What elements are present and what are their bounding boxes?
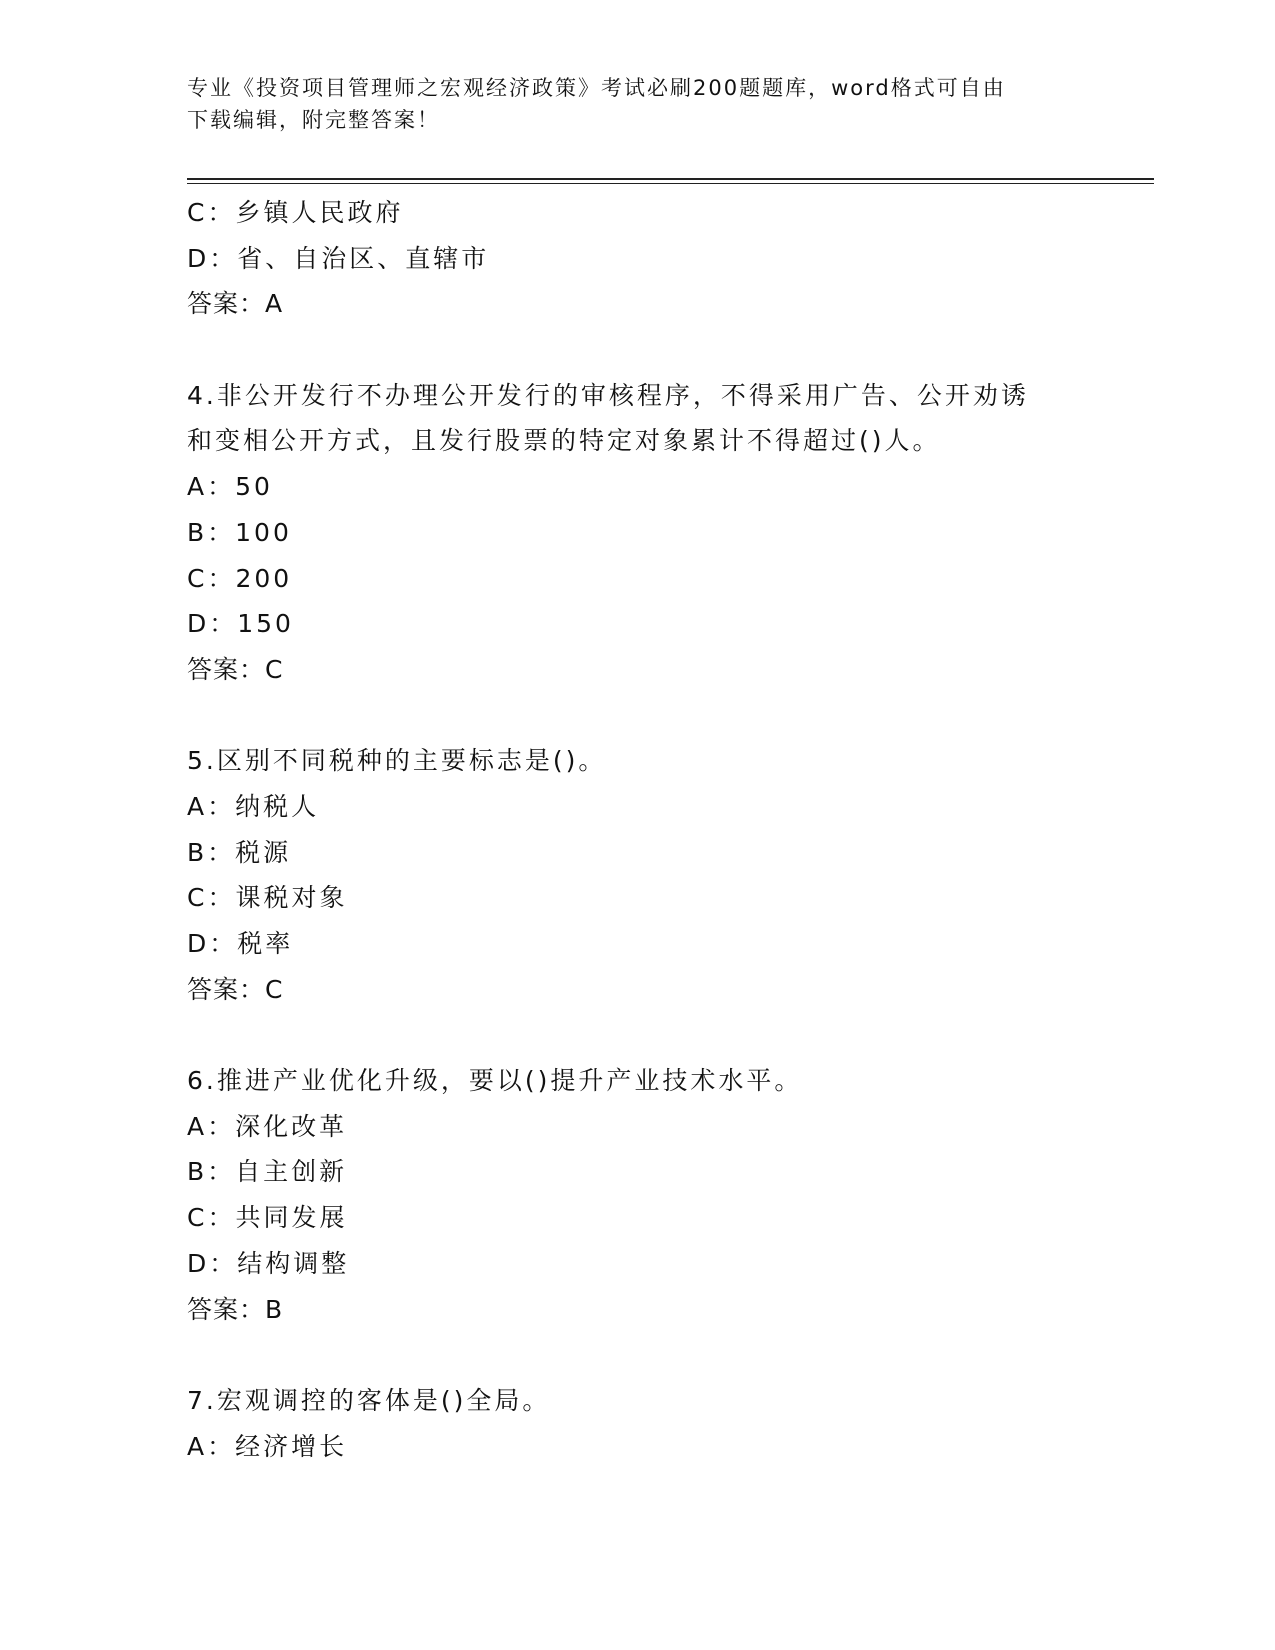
question-6-option-a: A：深化改革 xyxy=(187,1111,348,1141)
option-d: D：省、自治区、直辖市 xyxy=(187,243,490,273)
question-4-answer: 答案：C xyxy=(187,654,284,684)
header-divider-thick xyxy=(187,178,1154,180)
question-4-stem-line-2: 和变相公开方式，且发行股票的特定对象累计不得超过()人。 xyxy=(187,426,941,456)
spacer xyxy=(187,1332,1087,1378)
header-line-1: 专业《投资项目管理师之宏观经济政策》考试必刷200题题库，word格式可自由 xyxy=(187,76,1006,100)
question-5-option-c: C：课税对象 xyxy=(187,883,348,913)
spacer xyxy=(187,693,1087,739)
question-4-option-d: D：150 xyxy=(187,609,294,639)
question-6-answer: 答案：B xyxy=(187,1294,284,1324)
header-line-2: 下载编辑，附完整答案！ xyxy=(187,108,440,132)
question-5-option-b: B：税源 xyxy=(187,837,292,867)
question-4-option-c: C：200 xyxy=(187,563,293,593)
question-4-option-b: B：100 xyxy=(187,517,292,547)
question-6-stem: 6.推进产业优化升级，要以()提升产业技术水平。 xyxy=(187,1066,803,1096)
question-6-option-c: C：共同发展 xyxy=(187,1203,348,1233)
question-7-option-a: A：经济增长 xyxy=(187,1431,348,1461)
document-header xyxy=(187,72,1087,136)
question-4-stem-line-1: 4.非公开发行不办理公开发行的审核程序，不得采用广告、公开劝诱 xyxy=(187,380,1029,410)
question-7-stem: 7.宏观调控的客体是()全局。 xyxy=(187,1385,551,1415)
question-5-stem: 5.区别不同税种的主要标志是()。 xyxy=(187,746,607,776)
question-5-answer: 答案：C xyxy=(187,974,284,1004)
spacer xyxy=(187,327,1087,373)
answer-line: 答案：A xyxy=(187,289,284,319)
question-5-option-d: D：税率 xyxy=(187,929,294,958)
question-4-option-a: A：50 xyxy=(187,472,273,502)
header-divider-thin xyxy=(187,183,1154,184)
option-c: C：乡镇人民政府 xyxy=(187,198,404,227)
question-6-option-b: B：自主创新 xyxy=(187,1157,348,1187)
question-6-option-d: D：结构调整 xyxy=(187,1248,350,1278)
question-5-option-a: A：纳税人 xyxy=(187,791,320,821)
question-list xyxy=(187,190,1087,1469)
spacer xyxy=(187,1012,1087,1058)
